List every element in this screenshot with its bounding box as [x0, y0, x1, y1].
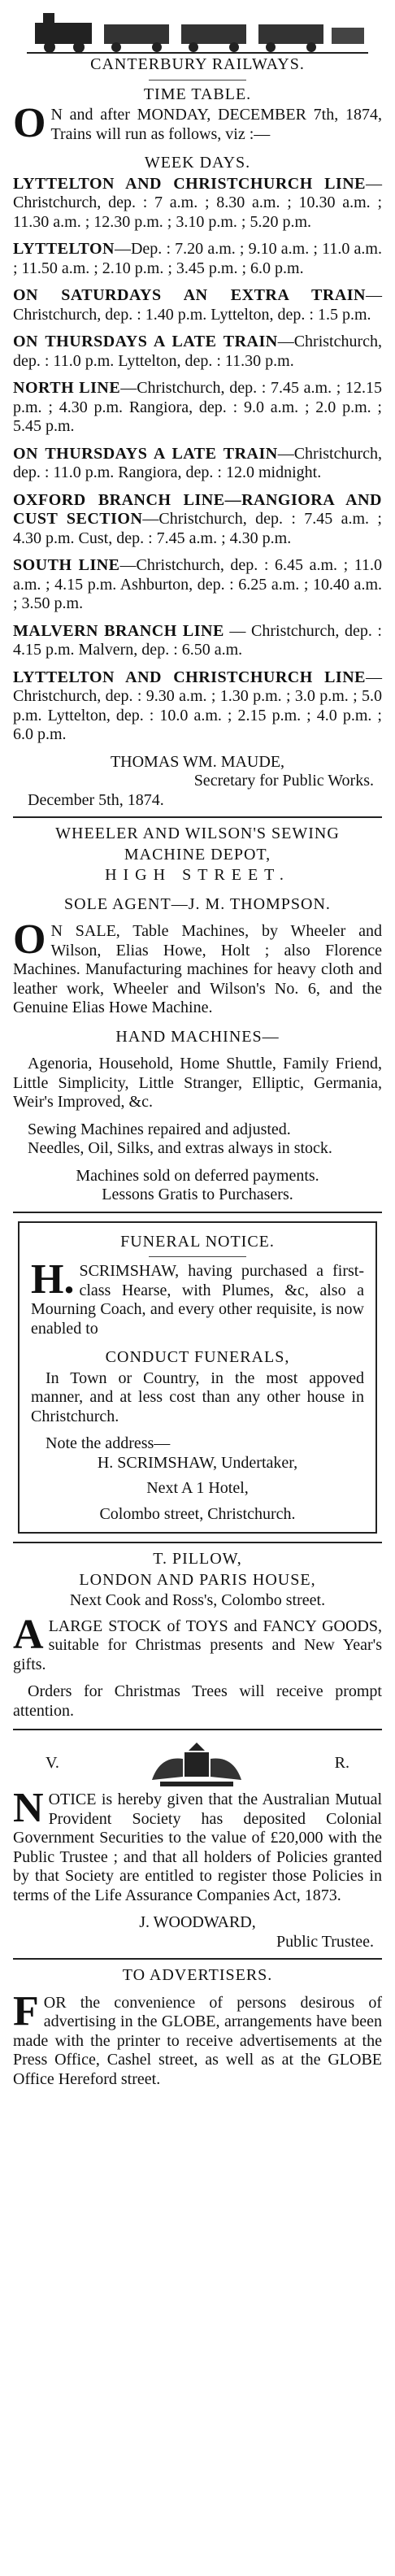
railway-entry	[13, 445, 382, 483]
dropcap: F	[13, 1987, 39, 2034]
notice-body-text: OTICE is hereby given that the Australian Mutual Provident Society has deposited Colonial Government Securities to the value of £20,000 with the Public Trustee ; and that all holders of Policies granted by that Society are entitled to register those Policies in terms of the Life Assurance Companies Act, 1873.	[13, 1791, 382, 1904]
funeral-body-text: SCRIMSHAW, having purchased a first-class Hearse, with Plumes, &c, also a Mourning Coach, and every other requisite, is now enabled to	[31, 1262, 364, 1338]
sewing-line: Sewing Machines repaired and adjusted.	[28, 1120, 291, 1138]
royal-crest	[13, 1737, 382, 1791]
signatory-title: Secretary for Public Works.	[193, 772, 374, 790]
funeral-body	[31, 1256, 364, 1338]
divider	[13, 1958, 382, 1960]
sewing-street: HIGH STREET.	[105, 866, 290, 884]
entry-lead: MALVERN BRANCH LINE	[13, 621, 224, 640]
entry-text: —Christchurch, dep. : 6.45 a.m. ; 11.0 a.m. ; 4.15 p.m. Ashburton, dep. : 6.25 a.m. ; 10.40 a.m. ; 3.50 p.m.	[13, 556, 382, 612]
divider	[149, 1256, 246, 1257]
entry-lead: SOUTH LINE	[13, 556, 120, 574]
entry-text: —Christchurch, dep. : 1.40 p.m. Lyttelton, dep. : 1.5 p.m.	[13, 286, 382, 324]
funeral-body-2: In Town or Country, in the most appoved manner, and at less cost than any other house in Christchurch.	[31, 1368, 364, 1425]
sewing-line: Needles, Oil, Silks, and extras always in stock.	[28, 1139, 332, 1157]
divider	[13, 1729, 382, 1730]
railway-entry	[13, 333, 382, 371]
hand-machines-list: Agenoria, Household, Home Shuttle, Family Friend, Little Simplicity, Little Stranger, Elliptic, Germania, Weir's Improved, &c.	[13, 1055, 382, 1111]
sewing-line: Machines sold on deferred payments.	[76, 1166, 319, 1185]
train-icon	[27, 8, 368, 54]
dropcap: N	[13, 1785, 44, 1831]
entry-text: —Dep. : 7.20 a.m. ; 9.10 a.m. ; 11.0 a.m. ; 11.50 a.m. ; 2.10 p.m. ; 3.45 p.m. ; 6.0 p.m.	[13, 240, 382, 277]
hand-machines-heading: HAND MACHINES—	[115, 1027, 280, 1046]
railway-title: CANTERBURY RAILWAYS.	[90, 55, 305, 73]
entry-text: —Christchurch, dep. : 7.45 a.m. ; 12.15 p.m. ; 4.30 p.m. Rangiora, dep. : 9.0 a.m. ; 2.0 p.m. ; 5.45 p.m.	[13, 379, 382, 435]
pillow-body-text: LARGE STOCK of TOYS and FANCY GOODS, suitable for Christmas presents and New Year's gifts.	[13, 1617, 382, 1673]
entry-text: —Christchurch, dep. : 9.30 a.m. ; 1.30 p.m. ; 3.0 p.m. ; 5.0 p.m. Lyttelton, dep. : 10.0 a.m. ; 2.15 p.m. ; 4.0 p.m. ; 6.0 p.m.	[13, 668, 382, 743]
advertisers-body-text: OR the convenience of persons desirous of advertising in the GLOBE, arrangements have been made with the printer to receive advertisements at the Press Office, Cashel street, as well as at the GLOBE Office Hereford street.	[13, 1993, 382, 2088]
entry-lead: NORTH LINE	[13, 379, 121, 397]
divider	[13, 1542, 382, 1543]
entry-lead: OXFORD BRANCH LINE—RANGIORA AND CUST SECTION	[13, 490, 382, 528]
intro-text: N and after MONDAY, DECEMBER 7th, 1874, Trains will run as follows, viz :—	[50, 106, 382, 143]
crest-letter-v: V.	[46, 1754, 59, 1773]
railway-entry	[13, 622, 382, 660]
entry-text: —Christchurch, dep. : 7 a.m. ; 8.30 a.m. ; 10.30 a.m. ; 11.30 a.m. ; 12.30 p.m. ; 3.10 p.m. ; 5.20 p.m.	[13, 174, 382, 231]
entry-lead: LYTTELTON AND CHRISTCHURCH LINE	[13, 668, 366, 686]
entry-lead: LYTTELTON AND CHRISTCHURCH LINE	[13, 174, 366, 193]
dropcap: A	[13, 1611, 44, 1658]
pillow-body	[13, 1611, 382, 1675]
week-days-heading: WEEK DAYS.	[144, 154, 251, 172]
notice-date: December 5th, 1874.	[28, 790, 164, 809]
royal-arms-icon	[136, 1739, 258, 1788]
pillow-subtitle: LONDON AND PARIS HOUSE,	[79, 1570, 316, 1589]
railway-entry	[13, 175, 382, 233]
sewing-body	[13, 916, 382, 1018]
advertisers-body	[13, 1987, 382, 2090]
train-engraving	[13, 5, 382, 54]
dropcap: O	[13, 100, 46, 146]
address-line: Next A 1 Hotel,	[146, 1479, 249, 1497]
divider	[13, 1212, 382, 1213]
railway-entry	[13, 240, 382, 278]
pillow-address: Next Cook and Ross's, Colombo street.	[69, 1591, 326, 1609]
entry-lead: LYTTELTON	[13, 240, 115, 258]
pillow-orders: Orders for Christmas Trees will receive prompt attention.	[13, 1682, 382, 1720]
crest-letter-r: R.	[334, 1754, 349, 1773]
notice-body	[13, 1785, 382, 1905]
note-address: Note the address—	[46, 1434, 171, 1452]
funeral-notice-box	[18, 1221, 377, 1534]
conduct-funerals: CONDUCT FUNERALS,	[105, 1348, 290, 1366]
dropcap: O	[13, 916, 46, 963]
sewing-body-text: N SALE, Table Machines, by Wheeler and Wilson, Elias Howe, Holt ; also Florence Machines. Manufacturing machines for heavy cloth and leather work, Wheeler and Wilson's No. 6, and the Genuine Elias Howe Machine.	[13, 922, 382, 1016]
entry-lead: ON THURSDAYS A LATE TRAIN	[13, 333, 278, 350]
entry-text: — Christchurch, dep. : 4.15 p.m. Malvern, dep. : 6.50 a.m.	[13, 621, 382, 659]
railway-entry	[13, 491, 382, 549]
railway-intro	[13, 100, 382, 146]
railway-entry	[13, 668, 382, 745]
signatory-name: THOMAS WM. MAUDE,	[110, 752, 285, 771]
trustee-title: Public Trustee.	[276, 1932, 374, 1951]
entry-lead: ON THURSDAYS A LATE TRAIN	[13, 444, 278, 463]
pillow-title: T. PILLOW,	[153, 1550, 242, 1568]
advertisers-title: TO ADVERTISERS.	[122, 1966, 273, 1984]
divider	[13, 816, 382, 818]
entry-text: —Christchurch, dep. : 11.0 p.m. Rangiora, dep. : 12.0 midnight.	[13, 444, 382, 481]
entry-text: —Christchurch, dep. : 11.0 p.m. Lyttelton, dep. : 11.30 p.m.	[13, 333, 382, 370]
railway-entry	[13, 556, 382, 614]
sewing-title: WHEELER AND WILSON'S SEWING	[55, 825, 340, 842]
railway-entry	[13, 286, 382, 324]
funeral-title: FUNERAL NOTICE.	[120, 1232, 275, 1251]
dropcap: H.	[31, 1256, 75, 1303]
address-line: Colombo street, Christchurch.	[99, 1504, 296, 1523]
sewing-line: Lessons Gratis to Purchasers.	[102, 1186, 293, 1203]
entry-text: —Christchurch, dep. : 7.45 a.m. ; 4.30 p.m. Cust, dep. : 7.45 a.m. ; 4.30 p.m.	[13, 510, 382, 547]
entry-lead: ON SATURDAYS AN EXTRA TRAIN	[13, 286, 366, 304]
railway-entry	[13, 379, 382, 437]
time-table-heading: TIME TABLE.	[143, 85, 252, 103]
sewing-subtitle: MACHINE DEPOT,	[124, 845, 271, 864]
undertaker-name: H. SCRIMSHAW, Undertaker,	[97, 1453, 298, 1472]
sewing-agent: SOLE AGENT—J. M. THOMPSON.	[64, 894, 331, 913]
trustee-name: J. WOODWARD,	[139, 1913, 256, 1931]
railway-entries	[13, 175, 382, 745]
